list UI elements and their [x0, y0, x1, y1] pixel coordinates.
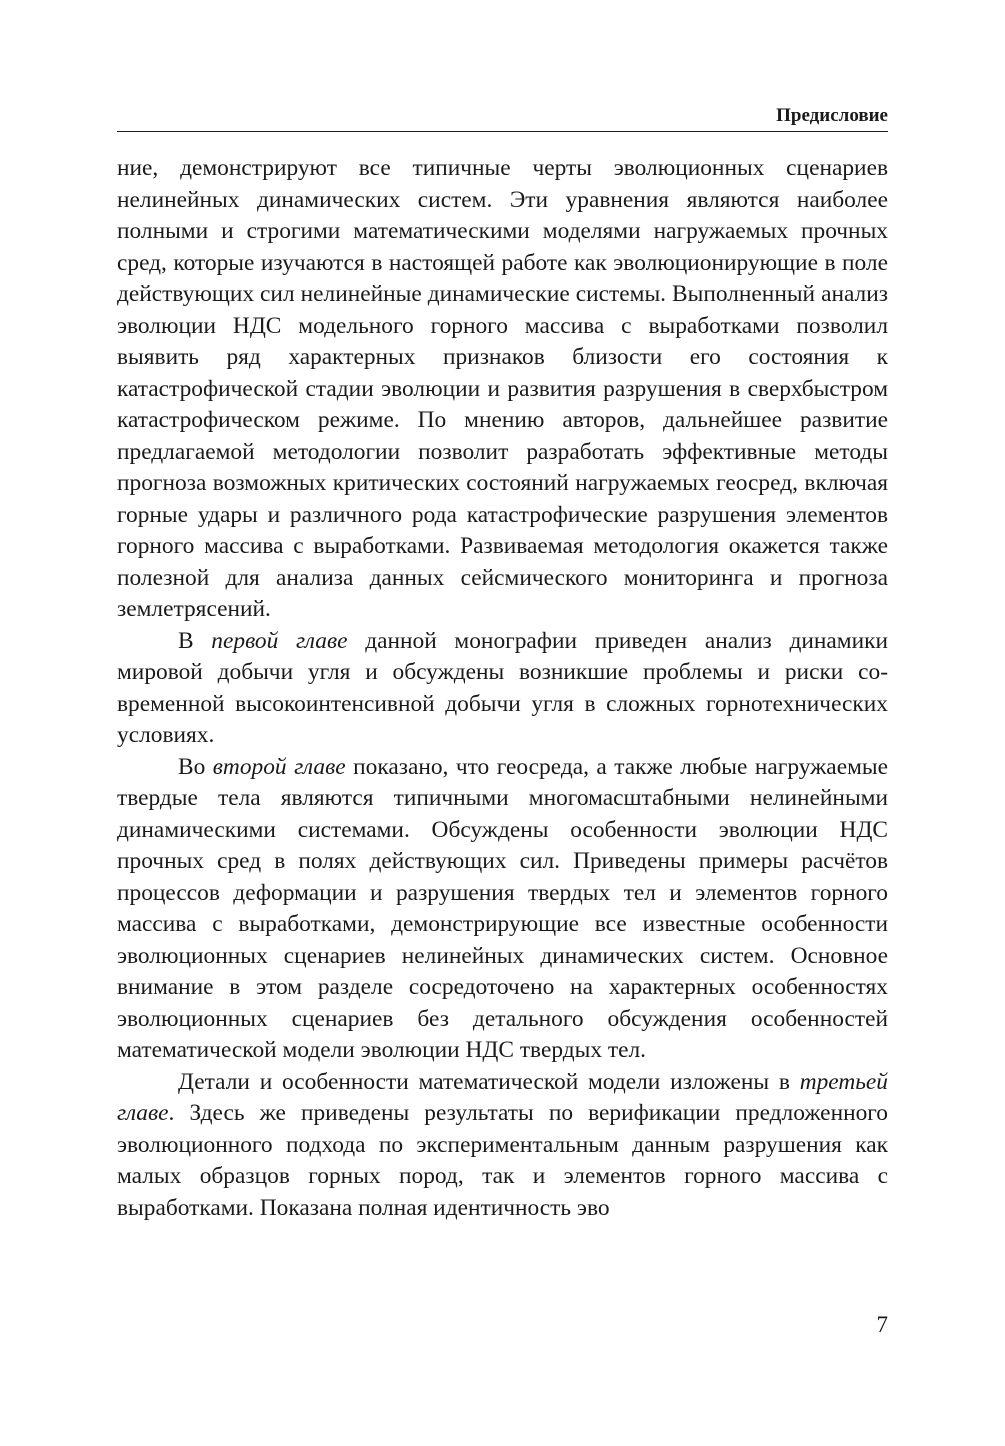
paragraph-2-emphasis: первой главе — [211, 627, 348, 654]
paragraph-3-emphasis: второй главе — [212, 753, 346, 780]
paragraph-3 — [117, 752, 888, 1067]
paragraph-2-lead: В — [178, 627, 212, 654]
body-text — [117, 153, 888, 1224]
header-rule — [117, 131, 888, 132]
paragraph-1-text: ние, демонстрируют все типичные черты эволюционных сценариев нелинейных динамических систем. Эти уравнения являются наиболее полными и строгими математическими моделями нагружаемых прочных сред, которые изучаются в настоящей работе как эволюционирующие в поле действующих сил нелинейные динамические системы. Выполненный анализ эволюции НДС модельного горного массива с выработками позволил выявить ряд характерных признаков близости его состояния к катастрофической стадии эволюции и развития разрушения в сверхбыстром катастрофическом режиме. По мнению авторов, дальнейшее развитие предлагаемой методологии позволит разработать эффективные методы прогноза возможных критических состояний нагружаемых геосред, включая горные удары и различного рода катастрофические разрушения элементов горного массива с выработками. Развиваемая методология окажется также полезной для анализа данных сейсмического мониторинга и прогноза землетрясений. — [117, 155, 888, 622]
paragraph-2 — [117, 626, 888, 752]
paragraph-4 — [117, 1067, 888, 1225]
paragraph-4-emphasis: третьей главе — [117, 1068, 888, 1126]
paragraph-4-rest: . Здесь же приведены результаты по верификации предложенного эволюционного подхода по экспериментальным данным разрушения как малых образцов горных пород, так и элементов горного массива с выработками. Показана полная идентичность эво — [117, 1100, 888, 1221]
paragraph-2-rest: данной монографии приведен анализ динамики мировой добычи угля и обсуждены возникшие проблемы и риски современной высокоинтенсивной добычи угля в сложных горнотехнических условиях. — [117, 627, 889, 748]
paragraph-1 — [117, 153, 888, 626]
running-head-title: Предисловие — [776, 105, 888, 126]
paragraph-3-rest: показано, что геосреда, а также любые нагружаемые твердые тела являются типичными многомасштабными нелинейными динамическими системами. Обсуждены особенности эволюции НДС прочных сред в полях действующих сил. Приведены примеры расчётов процессов деформации и разрушения твердых тел и элементов горного массива с выработками, демонстрирующие все известные особенности эволюционных сценариев нелинейных динамических систем. Основное внимание в этом разделе сосредоточено на характерных особенностях эволюционных сценариев без детального обсуждения особенностей математической модели эволюции НДС твердых тел. — [117, 753, 888, 1063]
paragraph-4-lead: Детали и особенности математической модели изложены в — [178, 1068, 800, 1095]
paragraph-3-lead: Во — [178, 753, 213, 780]
page-number: 7 — [876, 1312, 888, 1337]
